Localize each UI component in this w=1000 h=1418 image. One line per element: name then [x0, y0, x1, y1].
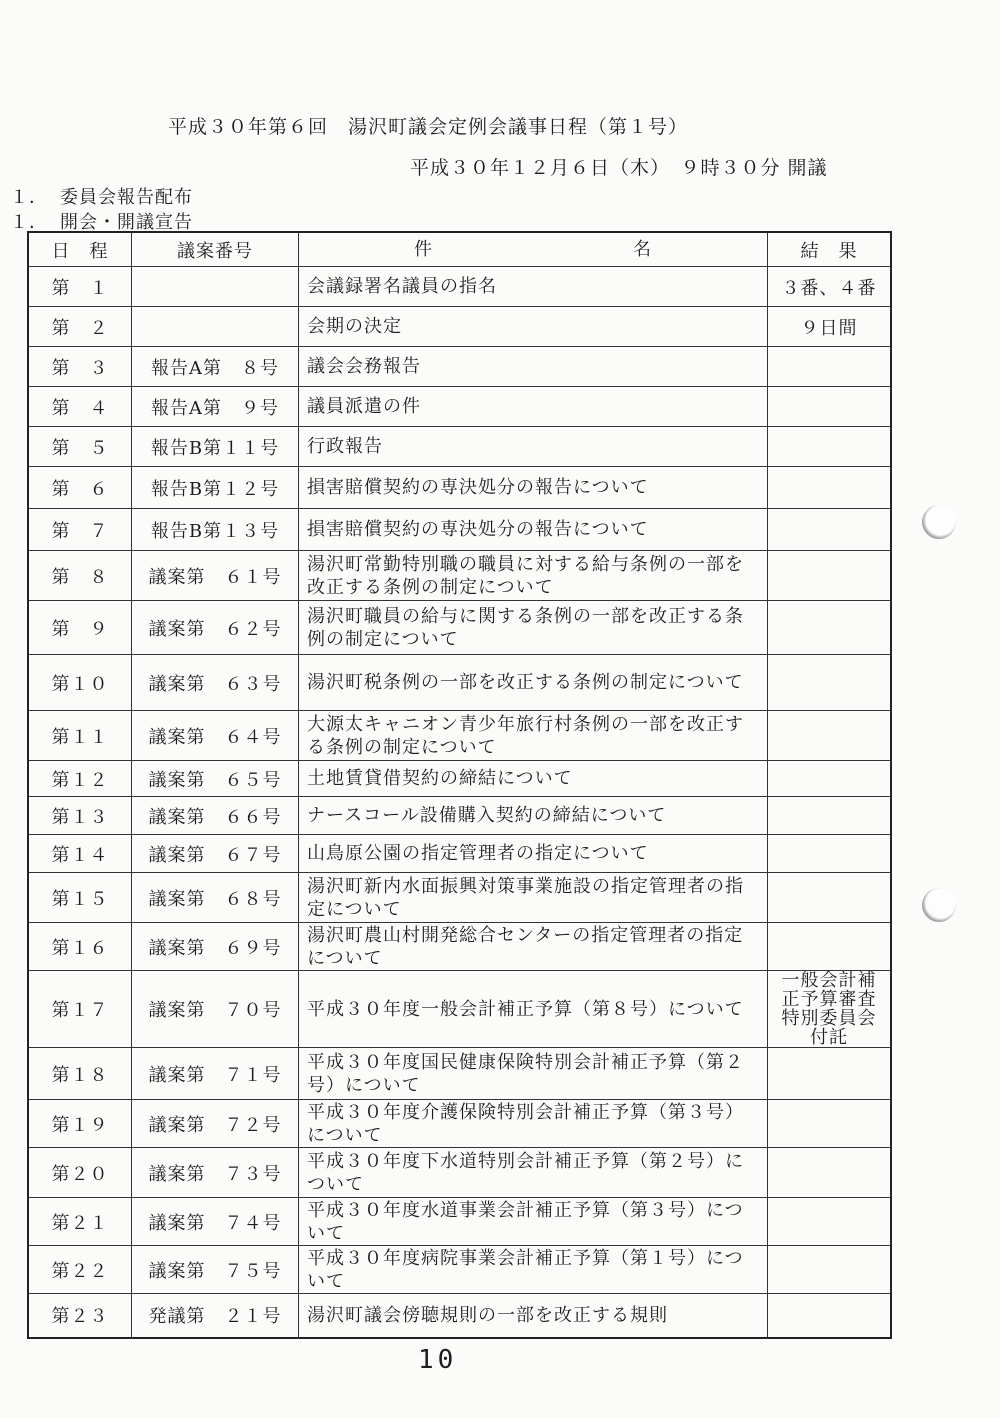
table-row	[28, 1198, 891, 1246]
table-row	[28, 797, 891, 835]
result-cell	[768, 509, 892, 551]
schedule-cell: 第２０	[28, 1148, 132, 1198]
schedule-cell: 第１６	[28, 923, 132, 971]
schedule-cell: 第 ５	[28, 427, 132, 467]
agenda-item-mark: １．	[10, 212, 48, 233]
schedule-cell: 第 ４	[28, 387, 132, 427]
schedule-cell: 第 ３	[28, 347, 132, 387]
result-cell	[768, 601, 892, 655]
subject-cell: 損害賠償契約の専決処分の報告について	[299, 509, 768, 551]
header-subject-right: 名	[633, 239, 652, 260]
schedule-cell: 第１８	[28, 1048, 132, 1100]
subject-cell: 議会会務報告	[299, 347, 768, 387]
schedule-cell: 第１３	[28, 797, 132, 835]
schedule-table	[27, 231, 892, 1339]
result-cell	[768, 467, 892, 509]
agenda-item-text: 委員会報告配布	[60, 187, 193, 208]
table-row	[28, 387, 891, 427]
subject-cell: 会期の決定	[299, 307, 768, 347]
result-cell	[768, 797, 892, 835]
subject-cell: 平成３０年度一般会計補正予算（第８号）について	[299, 971, 768, 1048]
bill-number-cell: 議案第 ６１号	[132, 551, 299, 601]
schedule-cell: 第１２	[28, 761, 132, 797]
bill-number-cell: 議案第 ７１号	[132, 1048, 299, 1100]
schedule-cell: 第１７	[28, 971, 132, 1048]
result-cell: 一般会計補正予算審査特別委員会付託	[768, 971, 892, 1048]
header-result: 結 果	[768, 232, 892, 267]
result-cell: ３番、４番	[768, 267, 892, 307]
result-cell	[768, 1048, 892, 1100]
subject-cell: 会議録署名議員の指名	[299, 267, 768, 307]
schedule-cell: 第 ８	[28, 551, 132, 601]
table-row	[28, 711, 891, 761]
result-cell	[768, 923, 892, 971]
table-row	[28, 761, 891, 797]
subject-cell: 平成３０年度国民健康保険特別会計補正予算（第２号）について	[299, 1048, 768, 1100]
punch-hole	[922, 888, 956, 922]
result-cell	[768, 1198, 892, 1246]
bill-number-cell: 議案第 ７４号	[132, 1198, 299, 1246]
table-row	[28, 1294, 891, 1338]
table-row	[28, 1100, 891, 1148]
table-row	[28, 601, 891, 655]
header-subject	[299, 232, 768, 267]
table-row	[28, 1246, 891, 1294]
document-title: 平成３０年第６回 湯沢町議会定例会議事日程（第１号）	[168, 116, 689, 138]
result-cell	[768, 387, 892, 427]
result-cell	[768, 1100, 892, 1148]
table-row	[28, 655, 891, 711]
schedule-cell: 第１１	[28, 711, 132, 761]
schedule-cell: 第１９	[28, 1100, 132, 1148]
subject-cell: 湯沢町新内水面振興対策事業施設の指定管理者の指定について	[299, 873, 768, 923]
subject-cell: 大源太キャニオン青少年旅行村条例の一部を改正する条例の制定について	[299, 711, 768, 761]
result-cell	[768, 1246, 892, 1294]
subject-cell: 湯沢町常勤特別職の職員に対する給与条例の一部を改正する条例の制定について	[299, 551, 768, 601]
schedule-cell: 第 ７	[28, 509, 132, 551]
result-cell	[768, 427, 892, 467]
table-row	[28, 551, 891, 601]
header-subject-left: 件	[414, 239, 433, 260]
subject-cell: 行政報告	[299, 427, 768, 467]
schedule-cell: 第 ６	[28, 467, 132, 509]
table-row	[28, 307, 891, 347]
result-cell	[768, 761, 892, 797]
result-cell: ９日間	[768, 307, 892, 347]
bill-number-cell: 発議第 ２１号	[132, 1294, 299, 1338]
bill-number-cell: 議案第 ６４号	[132, 711, 299, 761]
bill-number-cell: 報告A第 ９号	[132, 387, 299, 427]
subject-cell: 平成３０年度下水道特別会計補正予算（第２号）について	[299, 1148, 768, 1198]
subject-cell: 湯沢町農山村開発総合センターの指定管理者の指定について	[299, 923, 768, 971]
schedule-cell: 第１５	[28, 873, 132, 923]
agenda-item-text: 開会・開議宣告	[60, 212, 193, 233]
bill-number-cell: 議案第 ７３号	[132, 1148, 299, 1198]
table-row	[28, 509, 891, 551]
result-cell	[768, 835, 892, 873]
bill-number-cell: 報告A第 ８号	[132, 347, 299, 387]
subject-cell: 湯沢町議会傍聴規則の一部を改正する規則	[299, 1294, 768, 1338]
table-row	[28, 971, 891, 1048]
result-cell	[768, 1148, 892, 1198]
header-bill-number: 議案番号	[132, 232, 299, 267]
subject-cell: 平成３０年度介護保険特別会計補正予算（第３号）について	[299, 1100, 768, 1148]
page-number: 10	[418, 1345, 458, 1375]
schedule-cell: 第 ２	[28, 307, 132, 347]
bill-number-cell: 報告B第１２号	[132, 467, 299, 509]
bill-number-cell: 議案第 ６８号	[132, 873, 299, 923]
schedule-cell: 第１０	[28, 655, 132, 711]
table-row	[28, 923, 891, 971]
bill-number-cell: 議案第 ６９号	[132, 923, 299, 971]
subject-cell: ナースコール設備購入契約の締結について	[299, 797, 768, 835]
agenda-item	[10, 183, 193, 209]
table-header-row	[28, 232, 891, 267]
bill-number-cell: 議案第 ７２号	[132, 1100, 299, 1148]
table-row	[28, 873, 891, 923]
meeting-datetime: 平成３０年１２月６日（木） ９時３０分 開議	[410, 157, 828, 179]
subject-cell: 湯沢町職員の給与に関する条例の一部を改正する条例の制定について	[299, 601, 768, 655]
result-cell	[768, 873, 892, 923]
bill-number-cell: 報告B第１１号	[132, 427, 299, 467]
schedule-cell: 第２１	[28, 1198, 132, 1246]
table-row	[28, 1048, 891, 1100]
bill-number-cell: 議案第 ７５号	[132, 1246, 299, 1294]
header-schedule: 日 程	[28, 232, 132, 267]
bill-number-cell: 報告B第１３号	[132, 509, 299, 551]
bill-number-cell: 議案第 ６５号	[132, 761, 299, 797]
schedule-cell: 第２３	[28, 1294, 132, 1338]
subject-cell: 山鳥原公園の指定管理者の指定について	[299, 835, 768, 873]
punch-hole	[922, 505, 956, 539]
table-row	[28, 267, 891, 307]
bill-number-cell	[132, 267, 299, 307]
result-cell	[768, 347, 892, 387]
subject-cell: 平成３０年度病院事業会計補正予算（第１号）について	[299, 1246, 768, 1294]
schedule-cell: 第 １	[28, 267, 132, 307]
subject-cell: 湯沢町税条例の一部を改正する条例の制定について	[299, 655, 768, 711]
bill-number-cell: 議案第 ６７号	[132, 835, 299, 873]
agenda-item-mark: １．	[10, 187, 48, 208]
bill-number-cell: 議案第 ６６号	[132, 797, 299, 835]
table-row	[28, 427, 891, 467]
table-row	[28, 467, 891, 509]
table-row	[28, 1148, 891, 1198]
result-cell	[768, 1294, 892, 1338]
subject-cell: 議員派遣の件	[299, 387, 768, 427]
subject-cell: 土地賃貸借契約の締結について	[299, 761, 768, 797]
subject-cell: 損害賠償契約の専決処分の報告について	[299, 467, 768, 509]
table-row	[28, 347, 891, 387]
table-row	[28, 835, 891, 873]
bill-number-cell: 議案第 ６２号	[132, 601, 299, 655]
bill-number-cell: 議案第 ７０号	[132, 971, 299, 1048]
result-cell	[768, 711, 892, 761]
result-cell	[768, 655, 892, 711]
subject-cell: 平成３０年度水道事業会計補正予算（第３号）について	[299, 1198, 768, 1246]
schedule-cell: 第 ９	[28, 601, 132, 655]
schedule-cell: 第２２	[28, 1246, 132, 1294]
bill-number-cell: 議案第 ６３号	[132, 655, 299, 711]
schedule-cell: 第１４	[28, 835, 132, 873]
result-cell	[768, 551, 892, 601]
bill-number-cell	[132, 307, 299, 347]
